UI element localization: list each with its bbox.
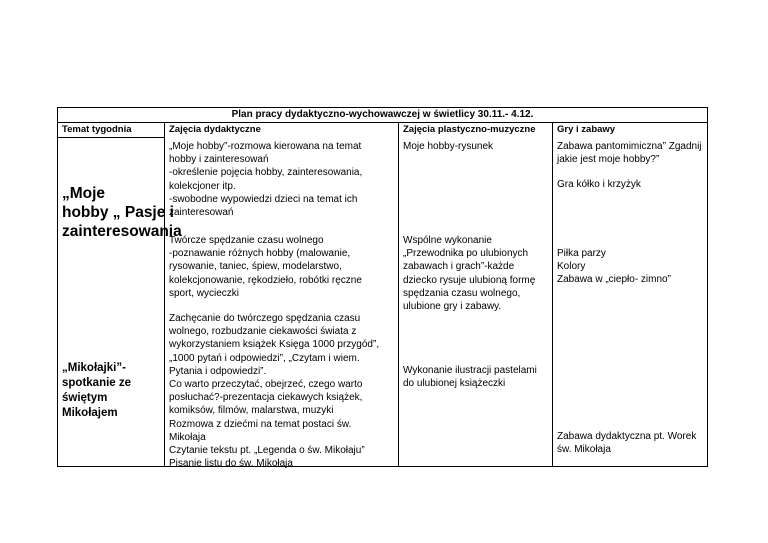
plan-table [57, 107, 708, 470]
art-block-1: Moje hobby-rysunek [403, 141, 494, 152]
header-divider [58, 137, 164, 138]
art-block-2: Wspólne wykonanie „Przewodnika po ulubionych zabawach i grach”-każde dziecko rysuje ulubioną formę spędzania czasu wolnego, ulubione gry i zabawy. [403, 235, 536, 313]
games-block-1b: Gra kółko i krzyżyk [557, 179, 641, 190]
didactic-block-2: Twórcze spędzanie czasu wolnego -poznawanie różnych hobby (malowanie, rysowanie, taniec, śpiew, modelarstwo, kolekcjonowanie, rękodzieło, robótki ręczne sport, wycieczki [169, 235, 362, 299]
didactic-block-1: „Moje hobby”-rozmowa kierowana na temat hobby i zainteresowań -określenie pojęcia hobby, zainteresowania, kolekcjoner itp. -swobodne wypowiedzi dzieci na temat ich zainteresowań [169, 141, 363, 219]
topic-hobby: „Moje hobby „ Pasje i zainteresowania [62, 185, 182, 240]
header-didactic: Zajęcia dydaktyczne [169, 124, 261, 135]
header-games: Gry i zabawy [557, 124, 616, 135]
games-block-3: Zabawa dydaktyczna pt. Worek św. Mikołaja [557, 431, 697, 456]
plan-title: Plan pracy dydaktyczno-wychowawczej w świetlicy 30.11.- 4.12. [58, 108, 707, 123]
art-block-3: Wykonanie ilustracji pastelami do ulubionej książeczki [403, 365, 537, 390]
games-block-1: Zabawa pantomimiczna” Zgadnij jakie jest moje hobby?” [557, 141, 702, 166]
games-block-2: Piłka parzy Kolory Zabawa w „ciepło- zimno” [557, 248, 671, 286]
header-topic: Temat tygodnia [62, 124, 132, 135]
column-divider [552, 123, 553, 466]
column-divider [164, 123, 165, 466]
didactic-block-3: Zachęcanie do twórczego spędzania czasu wolnego, rozbudzanie ciekawości świata z wykorzystaniem książek Księga 1000 przygód”, „1000 pytań i odpowiedzi”, „Czytam i wiem. Pytania i odpowiedzi”. Co warto przeczytać, obejrzeć, czego warto posłuchać?-prezentacja ciekawych książek, komiksów, filmów, malarstwa, muzyki Rozmowa z dziećmi na temat postaci św. Mikołaja Czytanie tekstu pt. „Legenda o św. Mikołaju” Pisanie listu do św. Mikołaja [169, 313, 380, 470]
header-art: Zajęcia plastyczno-muzyczne [403, 124, 536, 135]
column-divider [398, 123, 399, 466]
topic-mikolajki: „Mikołajki”- spotkanie ze świętym Mikołajem [62, 362, 132, 419]
